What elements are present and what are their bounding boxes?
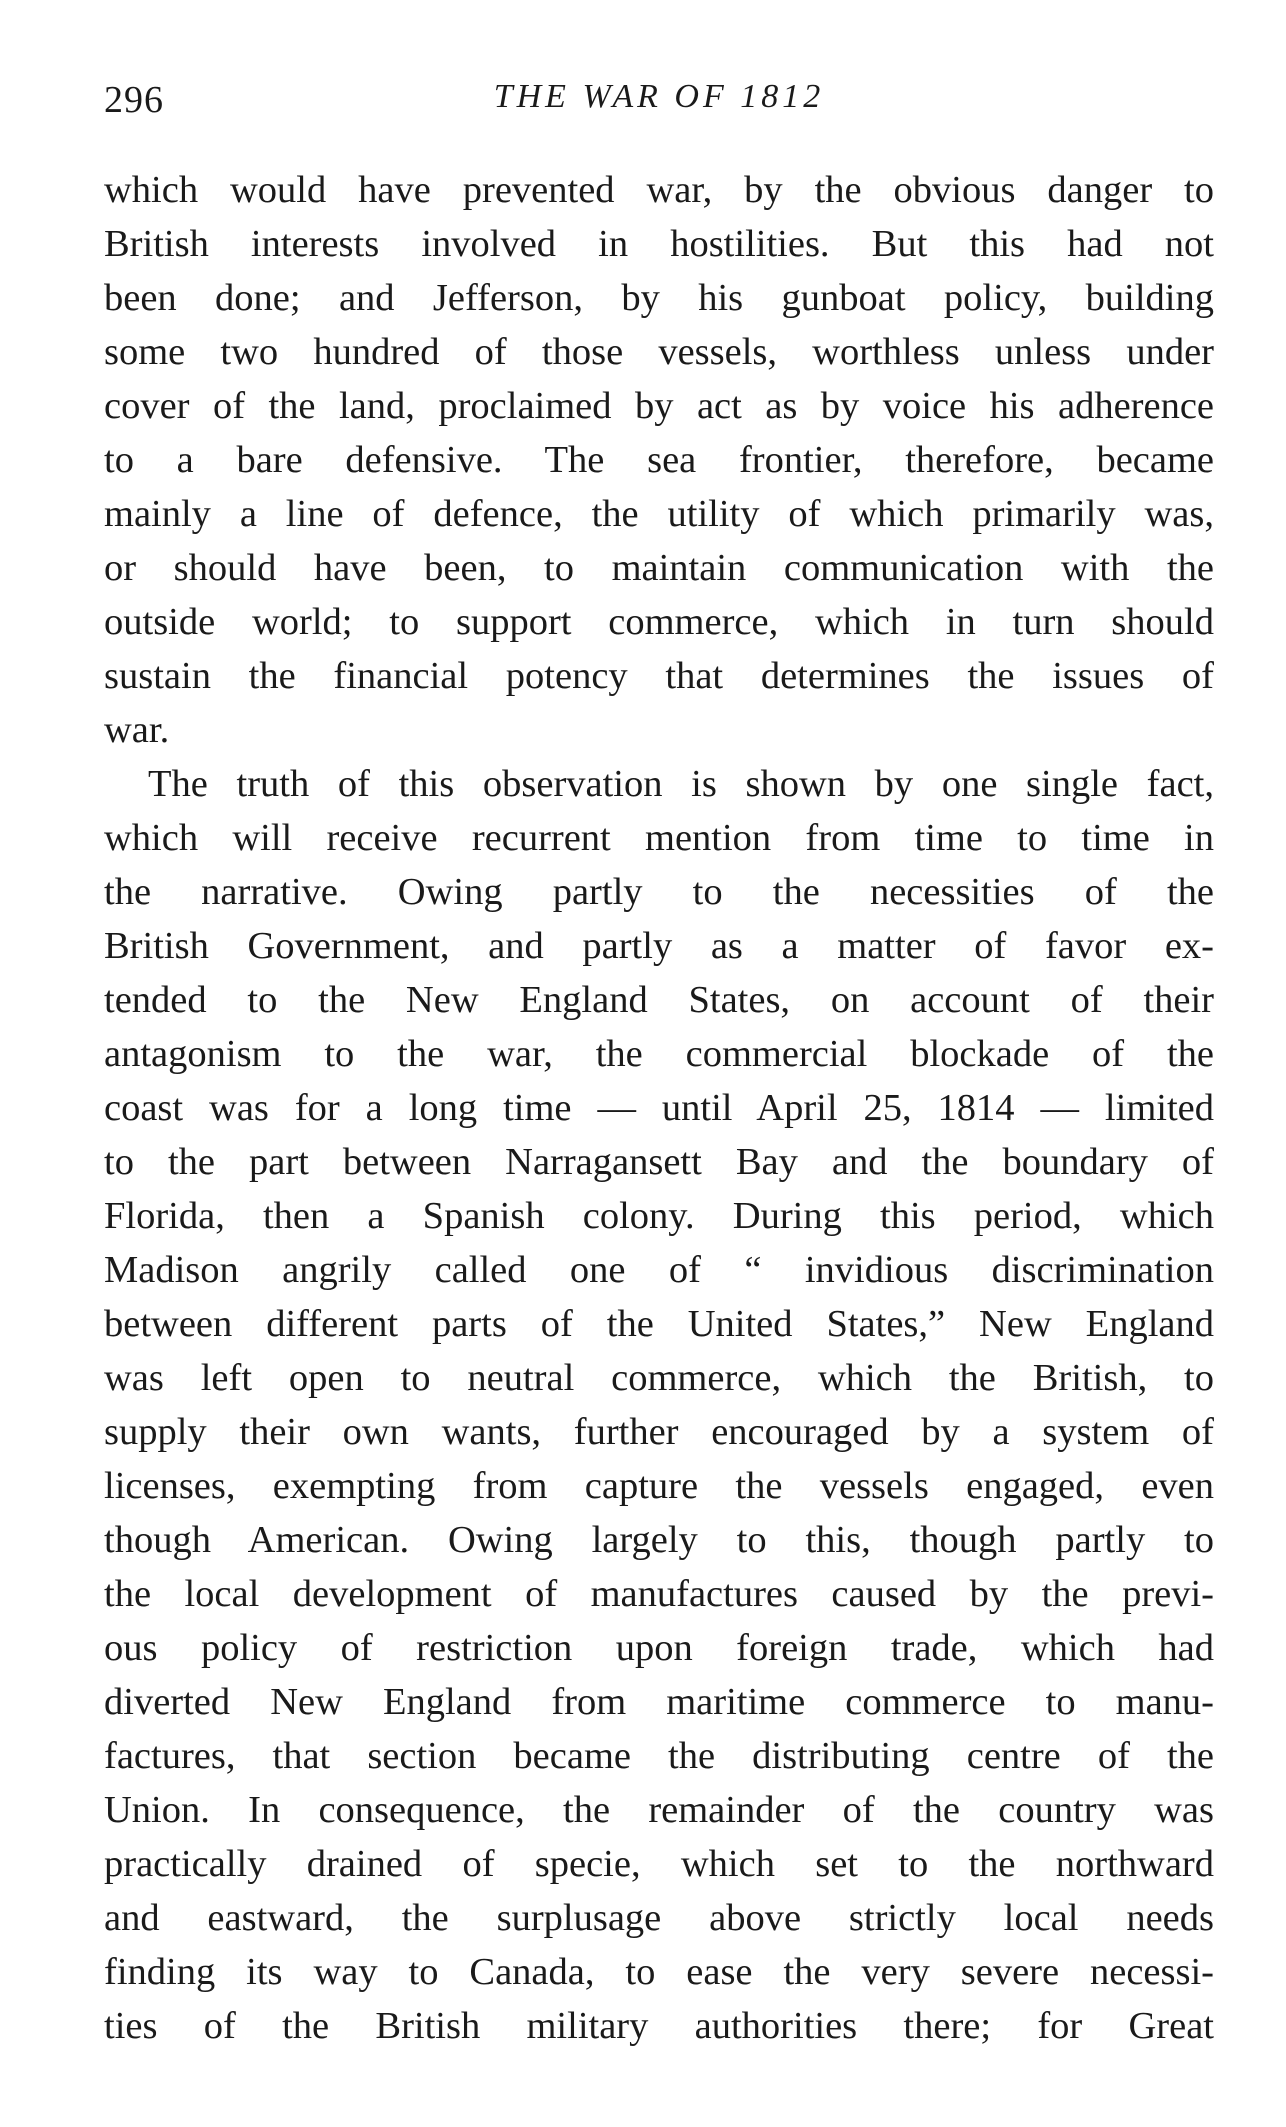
text-line: or should have been, to maintain communication with the xyxy=(104,547,1214,589)
text-line: supply their own wants, further encouraged by a system of xyxy=(104,1411,1214,1453)
text-line: which will receive recurrent mention from time to time in xyxy=(104,817,1214,859)
text-line: British interests involved in hostilities. But this had not xyxy=(104,223,1214,265)
text-line: tended to the New England States, on account of their xyxy=(104,979,1214,1021)
page-header xyxy=(104,78,1214,128)
text-line: mainly a line of defence, the utility of which primarily was, xyxy=(104,493,1214,535)
text-line: cover of the land, proclaimed by act as by voice his adherence xyxy=(104,385,1214,427)
text-line: finding its way to Canada, to ease the very severe necessi- xyxy=(104,1951,1214,1993)
text-line: though American. Owing largely to this, though partly to xyxy=(104,1519,1214,1561)
text-line: outside world; to support commerce, which in turn should xyxy=(104,601,1214,643)
text-line: ties of the British military authorities there; for Great xyxy=(104,2005,1214,2047)
text-line: between different parts of the United States,” New England xyxy=(104,1303,1214,1345)
text-line: British Government, and partly as a matter of favor ex- xyxy=(104,925,1214,967)
text-line: war. xyxy=(104,709,170,751)
body-text xyxy=(104,163,1214,2053)
text-line: licenses, exempting from capture the vessels engaged, even xyxy=(104,1465,1214,1507)
text-line: to the part between Narragansett Bay and the boundary of xyxy=(104,1141,1214,1183)
text-line: Florida, then a Spanish colony. During this period, which xyxy=(104,1195,1214,1237)
text-line: ous policy of restriction upon foreign trade, which had xyxy=(104,1627,1214,1669)
text-line: some two hundred of those vessels, worthless unless under xyxy=(104,331,1214,373)
text-line: factures, that section became the distributing centre of the xyxy=(104,1735,1214,1777)
text-line: The truth of this observation is shown by one single fact, xyxy=(148,763,1214,805)
page-number: 296 xyxy=(104,79,164,121)
text-line: Madison angrily called one of “ invidious discrimination xyxy=(104,1249,1214,1291)
text-line: diverted New England from maritime commerce to manu- xyxy=(104,1681,1214,1723)
text-line: practically drained of specie, which set to the northward xyxy=(104,1843,1214,1885)
text-line: to a bare defensive. The sea frontier, therefore, became xyxy=(104,439,1214,481)
text-line: sustain the financial potency that determines the issues of xyxy=(104,655,1214,697)
text-line: antagonism to the war, the commercial blockade of the xyxy=(104,1033,1214,1075)
text-line: the local development of manufactures caused by the previ- xyxy=(104,1573,1214,1615)
text-line: coast was for a long time — until April 25, 1814 — limited xyxy=(104,1087,1214,1129)
text-line: and eastward, the surplusage above strictly local needs xyxy=(104,1897,1214,1939)
text-line: which would have prevented war, by the obvious danger to xyxy=(104,169,1214,211)
text-line: the narrative. Owing partly to the necessities of the xyxy=(104,871,1214,913)
running-title: THE WAR OF 1812 xyxy=(493,78,825,115)
text-line: Union. In consequence, the remainder of the country was xyxy=(104,1789,1214,1831)
text-line: been done; and Jefferson, by his gunboat policy, building xyxy=(104,277,1214,319)
text-line: was left open to neutral commerce, which the British, to xyxy=(104,1357,1214,1399)
